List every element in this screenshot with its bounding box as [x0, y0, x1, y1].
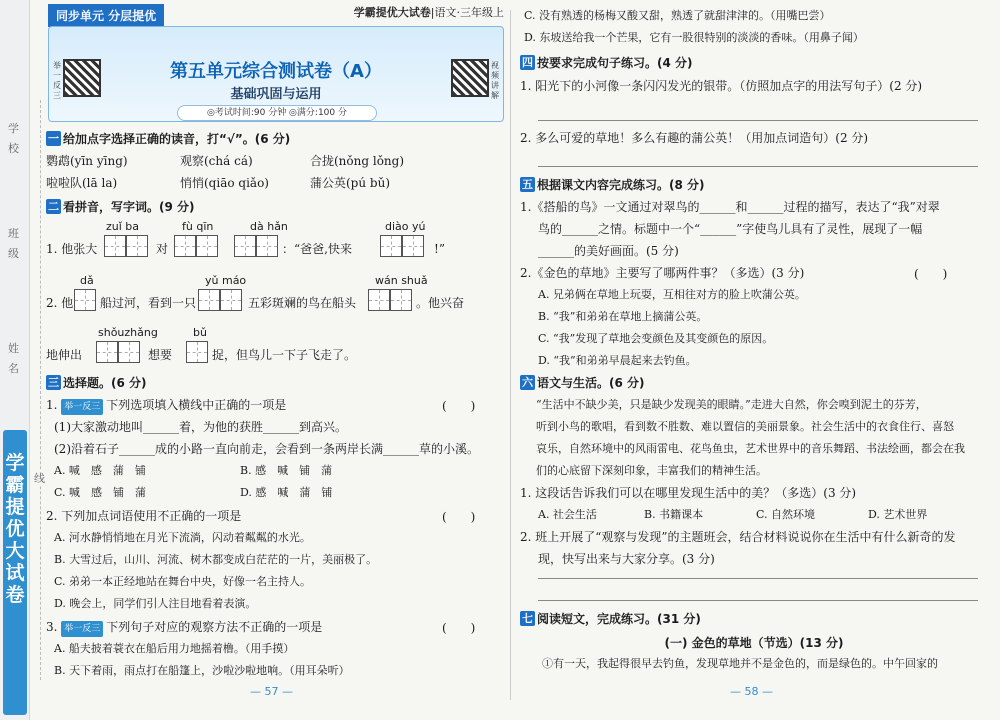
fill-blank-line[interactable]: 1.《搭船的鸟》一文通过对翠鸟的______和______过程的描写，表达了“我”对翠 [520, 200, 940, 214]
question-subitem: (1)大家激动地叫______着，为他的获胜______到高兴。 [54, 420, 347, 434]
passage-line: 们的心底留下深刻印象，丰富我们的精神生活。 [536, 464, 767, 477]
section-5-heading [520, 176, 705, 193]
section-title: 语文与生活。(6 分) [537, 376, 645, 390]
option[interactable]: D. 东坡送给我一个芒果，它有一股很特别的淡淡的香味。（用鼻子闻） [524, 31, 864, 44]
question-2: 2. 下列加点词语使用不正确的一项是 [46, 509, 242, 523]
page-divider [510, 10, 511, 700]
option[interactable]: D. “我”和弟弟早晨起来去钓鱼。 [538, 354, 697, 367]
option[interactable]: C. 没有熟透的杨梅又酸又甜，熟透了就甜津津的。（用嘴巴尝） [524, 9, 831, 22]
answer-line[interactable] [538, 120, 978, 121]
option[interactable]: C. 喊 感 铺 蒲 [54, 486, 147, 499]
question-text: 下列句子对应的观察方法不正确的一项是 [106, 620, 323, 634]
option[interactable]: B. 书籍课本 [644, 508, 704, 521]
fill-text: 捉，但鸟儿一下子飞走了。 [212, 348, 357, 362]
answer-bracket[interactable]: ( ) [914, 267, 948, 281]
option[interactable]: D. 晚会上，同学们引人注目地看着表演。 [54, 597, 257, 610]
fill-blank-line[interactable]: ______的美好画面。(5 分) [538, 244, 679, 258]
option[interactable]: A. 喊 感 蒲 铺 [54, 464, 146, 477]
question-text: 2.《金色的草地》主要写了哪两件事？（多选）(3 分) [520, 266, 805, 280]
reading-item[interactable]: 悄悄(qiāo qiǎo) [180, 176, 269, 190]
unit-banner: 同步单元 分层提优 [48, 4, 164, 27]
option[interactable]: D. 艺术世界 [868, 508, 928, 521]
question-3 [46, 619, 322, 637]
writing-grid[interactable] [234, 235, 278, 257]
section-title: 给加点字选择正确的读音，打“√”。(6 分) [63, 132, 291, 146]
pinyin-label: dǎ [80, 274, 94, 287]
writing-grid[interactable] [104, 235, 148, 257]
spine-mark: 校 [8, 142, 19, 155]
section-title: 阅读短文，完成练习。(31 分) [537, 612, 701, 626]
passage-line: “生活中不缺少美，只是缺少发现美的眼睛。”走进大自然，你会嗅到泥土的芬芳， [536, 398, 927, 411]
series-label [354, 4, 504, 20]
option[interactable]: B. “我”和弟弟在草地上摘蒲公英。 [538, 310, 708, 323]
reading-item[interactable]: 观察(chá cá) [180, 154, 253, 168]
section-number: 二 [48, 200, 59, 213]
section-number: 一 [48, 132, 59, 145]
qr-right-tag: 视频讲解 [491, 61, 499, 100]
question-text: 现，快写出来与大家分享。(3 分) [538, 552, 715, 566]
writing-grid[interactable] [186, 341, 208, 363]
section-number: 三 [48, 376, 59, 389]
section-number: 五 [522, 178, 533, 191]
spine-mark: 班 [8, 227, 19, 240]
passage-line: 听到小鸟的歌唱，看到数不胜数、难以置信的美丽景象。社会生活中的衣食住行、喜怒 [536, 420, 954, 433]
question-text: 2. 多么可爱的草地！多么有趣的蒲公英！（用加点词造句）(2 分) [520, 131, 869, 145]
reading-item[interactable]: 啦啦队(lā la) [46, 176, 118, 190]
writing-grid[interactable] [96, 341, 140, 363]
fill-text: 对 [156, 242, 169, 256]
fill-text: 五彩斑斓的鸟在船头 [248, 296, 357, 310]
option[interactable]: D. 感 喊 蒲 铺 [240, 486, 333, 499]
question-subitem: (2)沿着石子______成的小路一直向前走，会看到一条两岸长满______草的小溪。 [54, 442, 480, 456]
option[interactable]: C. 自然环境 [756, 508, 816, 521]
test-title: 第五单元综合测试卷（A） [170, 61, 382, 82]
option[interactable]: C. “我”发现了草地会变颜色及其变颜色的原因。 [538, 332, 774, 345]
section-title: 按要求完成句子练习。(4 分) [537, 56, 693, 70]
section-6-heading [520, 374, 645, 391]
binding-spine [0, 0, 30, 720]
qr-left-tag: 举一反三 [53, 61, 61, 100]
pinyin-label: zuǐ ba [106, 220, 140, 233]
section-number: 四 [522, 56, 533, 69]
option[interactable]: A. 社会生活 [538, 508, 597, 521]
option[interactable]: C. 弟弟一本正经地站在舞台中央，好像一名主持人。 [54, 575, 312, 588]
writing-grid[interactable] [198, 289, 242, 311]
question-text: 1. 阳光下的小河像一条闪闪发光的银带。（仿照加点字的用法写句子）(2 分) [520, 79, 923, 93]
pinyin-label: wán shuǎ [375, 274, 428, 287]
question-text: 下列选项填入横线中正确的一项是 [106, 398, 287, 412]
option[interactable]: B. 天下着雨，雨点打在船篷上，沙啦沙啦地响。（用耳朵听） [54, 664, 350, 677]
passage-line: ①有一天，我起得很早去钓鱼，发现草地并不是金色的，而是绿色的。中午回家的 [542, 657, 938, 670]
option[interactable]: B. 大雪过后，山川、河流、树木都变成白茫茫的一片，美丽极了。 [54, 553, 378, 566]
fill-text: 船过河，看到一只 [100, 296, 197, 310]
left-page [40, 0, 508, 720]
pinyin-label: yǔ máo [205, 274, 247, 287]
section-number: 七 [522, 612, 533, 625]
practice-tag: 举一反三 [61, 399, 103, 415]
reading-item[interactable]: 鹦鹉(yīn yīng) [46, 154, 128, 168]
spine-mark: 名 [8, 362, 19, 375]
fill-text: ：“爸爸,快来 [282, 242, 352, 256]
section-1-heading [46, 130, 290, 147]
question-text: 2. 班上开展了“观察与发现”的主题班会，结合材料说说你在生活中有什么新奇的发 [520, 530, 956, 544]
fill-text: 想要 [148, 348, 173, 362]
pinyin-label: shǒuzhǎng [98, 326, 158, 339]
binding-line-label: 线 [34, 472, 45, 485]
section-7-heading [520, 610, 701, 627]
section-number: 六 [522, 376, 533, 389]
question-number: 3. [46, 620, 58, 634]
pinyin-label: diào yú [385, 220, 426, 233]
spine-mark: 学 [8, 122, 19, 135]
writing-grid[interactable] [380, 235, 424, 257]
passage-title: (一) 金色的草地（节选）(13 分) [664, 636, 844, 650]
fill-text: !” [434, 242, 445, 256]
option[interactable]: A. 河水静悄悄地在月光下流淌，闪动着粼粼的水光。 [54, 531, 311, 544]
page-number: — 57 — [250, 685, 293, 698]
answer-line[interactable] [538, 600, 978, 601]
test-subtitle: 基础巩固与运用 [230, 87, 322, 102]
answer-bracket[interactable]: ( ) [442, 399, 476, 413]
option[interactable]: A. 兄弟俩在草地上玩耍，互相往对方的脸上吹蒲公英。 [538, 288, 806, 301]
section-3-heading [46, 374, 147, 391]
fill-blank-line[interactable]: 鸟的______之情。标题中一个“______”字使鸟儿具有了灵性，展现了一幅 [538, 222, 923, 236]
answer-line[interactable] [538, 166, 978, 167]
writing-grid[interactable] [174, 235, 218, 257]
question-text: 1. 这段话告诉我们可以在哪里发现生活中的美？（多选）(3 分) [520, 486, 857, 500]
option[interactable]: B. 感 喊 铺 蒲 [240, 464, 333, 477]
series-subject: |语文·三年级上 [430, 6, 504, 19]
practice-tag: 举一反三 [61, 621, 103, 637]
section-title: 根据课文内容完成练习。(8 分) [537, 178, 705, 192]
writing-grid[interactable] [368, 289, 412, 311]
right-page [516, 0, 992, 720]
question-1 [46, 397, 286, 415]
reading-item[interactable]: 蒲公英(pú bǔ) [310, 176, 390, 190]
pinyin-label: bǔ [193, 326, 207, 339]
spine-mark: 姓 [8, 342, 19, 355]
pinyin-label: dà hǎn [250, 220, 288, 233]
fill-text: 2. 他 [46, 296, 74, 310]
option[interactable]: A. 船夫披着蓑衣在船后用力地摇着橹。（用手摸） [54, 642, 295, 655]
spine-mark: 级 [8, 247, 19, 260]
spine-brand-text: 学霸提优大试卷 [5, 452, 25, 606]
question-number: 1. [46, 398, 58, 412]
fill-text: 。他兴奋 [416, 296, 465, 310]
exam-info: ◎考试时间:90 分钟 ◎满分:100 分 [177, 105, 377, 121]
section-4-heading [520, 54, 693, 71]
fill-text: 1. 他张大 [46, 242, 98, 256]
answer-bracket[interactable]: ( ) [442, 510, 476, 524]
pinyin-label: fù qīn [182, 220, 214, 233]
answer-line[interactable] [538, 578, 978, 579]
test-header-card [48, 26, 504, 122]
series-brand: 学霸提优大试卷 [353, 6, 431, 19]
section-title: 选择题。(6 分) [63, 376, 147, 390]
page-number: — 58 — [730, 685, 773, 698]
reading-item[interactable]: 合拢(nǒng lǒng) [310, 154, 405, 168]
fill-text: 地伸出 [46, 348, 83, 362]
answer-bracket[interactable]: ( ) [442, 621, 476, 635]
section-2-heading [46, 198, 195, 215]
section-title: 看拼音，写字词。(9 分) [63, 200, 195, 214]
writing-grid[interactable] [74, 289, 96, 311]
passage-line: 哀乐，自然环境中的风雨雷电、花鸟鱼虫，艺术世界中的音乐舞蹈、书法绘画，都会在我 [536, 442, 965, 455]
